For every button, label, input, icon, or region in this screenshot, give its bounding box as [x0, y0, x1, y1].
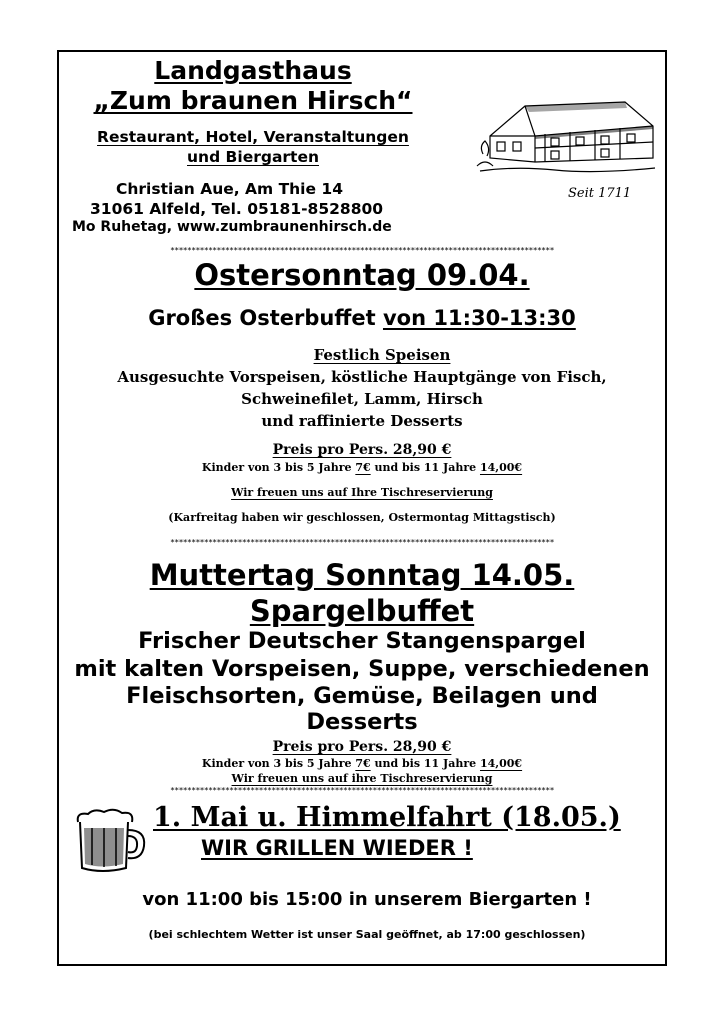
easter-price: Preis pro Pers. 28,90 € — [272, 442, 452, 458]
mothers-day-kids-c: und bis 11 Jahre — [370, 757, 480, 770]
easter-buffet — [0, 306, 724, 330]
separator-1: ******************************************************************************************* — [170, 246, 554, 255]
address-line2: 31061 Alfeld, Tel. 05181-8528800 — [90, 200, 384, 218]
may-title: 1. Mai u. Himmelfahrt (18.05.) — [153, 802, 621, 833]
mothers-day-kids — [0, 757, 724, 770]
address-line1: Christian Aue, Am Thie 14 — [116, 180, 343, 198]
easter-menu-line2: Schweinefilet, Lamm, Hirsch — [241, 390, 483, 408]
separator-3: ******************************************************************************************* — [170, 786, 554, 795]
mothers-day-subtitle: Spargelbuffet — [249, 594, 475, 628]
mothers-day-reservation: Wir freuen uns auf ihre Tischreservierung — [231, 772, 493, 785]
may-grill: WIR GRILLEN WIEDER ! — [201, 836, 473, 860]
may-note: (bei schlechtem Wetter ist unser Saal geöffnet, ab 17:00 geschlossen) — [148, 928, 586, 941]
inn-name-line1: Landgasthaus — [154, 56, 352, 85]
easter-kids-a: Kinder von 3 bis 5 Jahre — [201, 461, 356, 474]
easter-note: (Karfreitag haben wir geschlossen, Ostermontag Mittagstisch) — [168, 511, 556, 524]
easter-menu-line1: Ausgesuchte Vorspeisen, köstliche Hauptgänge von Fisch, — [117, 368, 607, 386]
easter-kids-b: 7€ — [355, 461, 371, 474]
beer-mug-icon — [72, 808, 152, 876]
services-line1: Restaurant, Hotel, Veranstaltungen — [97, 128, 409, 146]
services-line2: und Biergarten — [187, 148, 319, 166]
mothers-day-line3: Fleischsorten, Gemüse, Beilagen und — [126, 683, 598, 709]
easter-kids — [0, 461, 724, 474]
easter-buffet-prefix: Großes Osterbuffet — [148, 306, 383, 330]
address-line3: Mo Ruhetag, www.zumbraunenhirsch.de — [72, 219, 392, 235]
easter-kids-d: 14,00€ — [479, 461, 523, 474]
separator-2: ******************************************************************************************* — [170, 538, 554, 547]
easter-kids-c: und bis 11 Jahre — [370, 461, 480, 474]
mothers-day-title: Muttertag Sonntag 14.05. — [149, 558, 575, 592]
may-time: von 11:00 bis 15:00 in unserem Biergarten ! — [142, 889, 592, 910]
mothers-day-price: Preis pro Pers. 28,90 € — [272, 739, 452, 755]
easter-menu-line3: und raffinierte Desserts — [261, 412, 463, 430]
easter-heading: Festlich Speisen — [313, 346, 451, 364]
mothers-day-kids-d: 14,00€ — [479, 757, 523, 770]
mothers-day-line4: Desserts — [306, 709, 418, 735]
since-year: Seit 1711 — [568, 186, 632, 201]
mothers-day-kids-a: Kinder von 3 bis 5 Jahre — [201, 757, 356, 770]
easter-reservation: Wir freuen uns auf Ihre Tischreservierung — [231, 486, 493, 499]
easter-title: Ostersonntag 09.04. — [194, 258, 530, 292]
mothers-day-line1: Frischer Deutscher Stangenspargel — [138, 628, 586, 654]
mothers-day-kids-b: 7€ — [355, 757, 371, 770]
easter-buffet-time: von 11:30-13:30 — [382, 306, 576, 330]
inn-name-line2: „Zum braunen Hirsch“ — [93, 86, 413, 115]
inn-building-icon — [475, 96, 660, 186]
mothers-day-line2: mit kalten Vorspeisen, Suppe, verschiedenen — [74, 656, 650, 682]
